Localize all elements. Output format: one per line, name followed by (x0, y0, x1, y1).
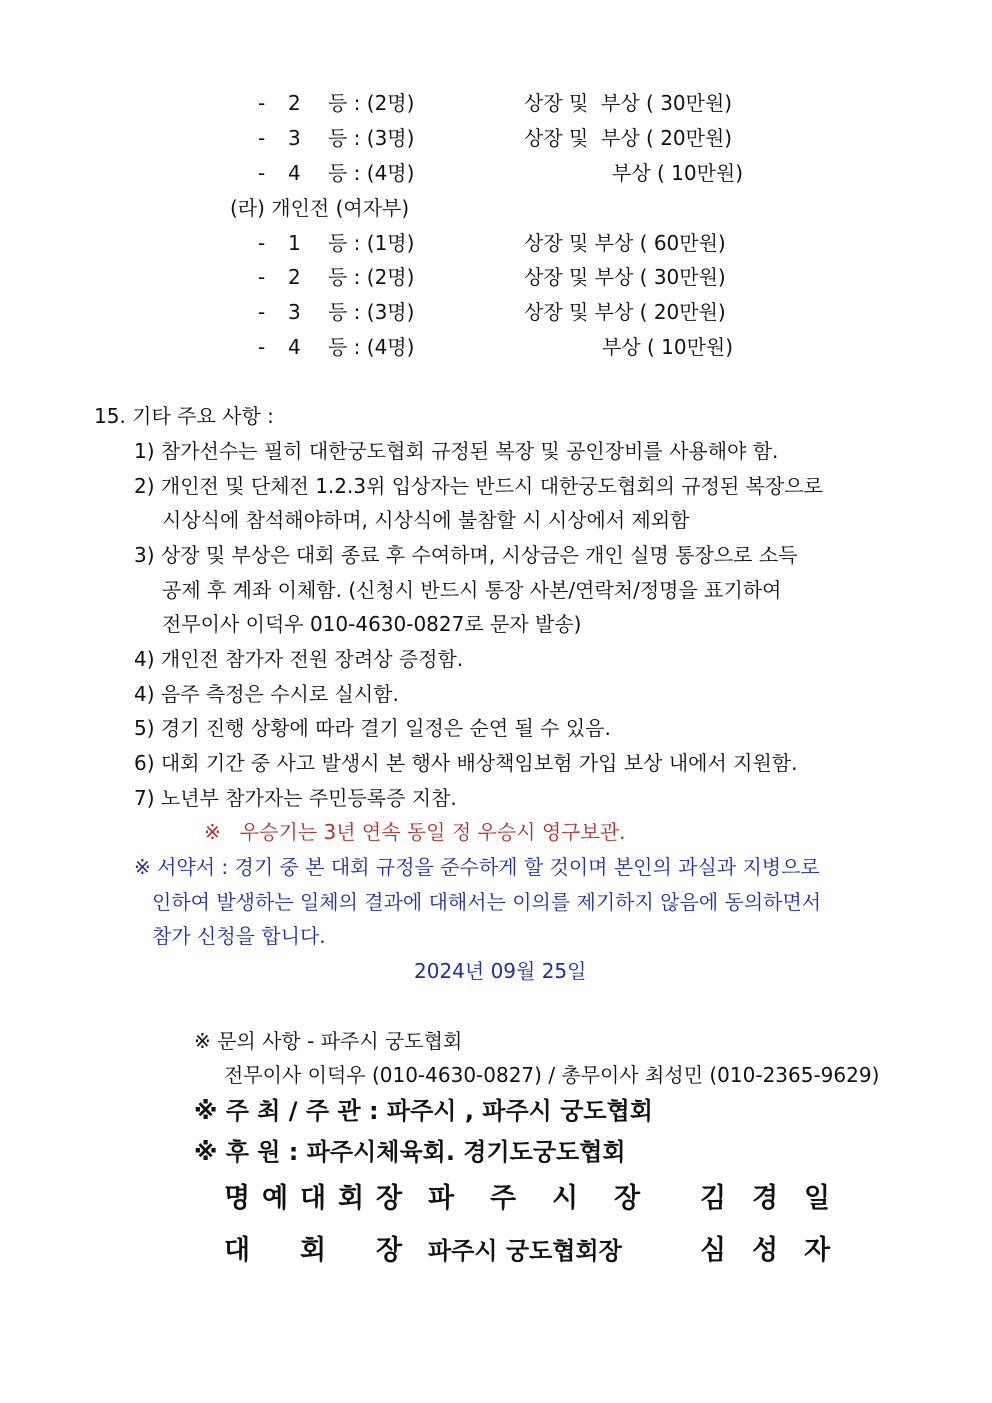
inquiry-contacts: 전무이사 이덕우 (010-4630-0827) / 총무이사 최성민 (010-2365-9629) (224, 1063, 880, 1087)
title-char: 회 (300, 1235, 327, 1266)
dash: - (258, 126, 266, 150)
name-char: 심 (700, 1235, 727, 1266)
rank-count: 등 : (2명) (328, 91, 415, 115)
list-item: 공제 후 계좌 이체함. (신청시 반드시 통장 사본/연락처/정명을 표기하여 (162, 578, 782, 602)
rank-count: 등 : (1명) (328, 231, 415, 255)
rank: 3 (288, 126, 301, 150)
award: 부상 ( 10만원) (612, 161, 744, 185)
dash: - (258, 161, 266, 185)
list-item: 1) 참가선수는 필히 대한궁도협회 규정된 복장 및 공인장비를 사용해야 함. (134, 439, 779, 463)
list-item: 4) 개인전 참가자 전원 장려상 증정함. (134, 647, 464, 671)
section-15-title: 15. 기타 주요 사항 : (94, 404, 274, 428)
title-char: 대 (300, 1183, 327, 1214)
host-line: ※ 주 최 / 주 관 : 파주시 , 파주시 궁도협회 (194, 1097, 653, 1125)
rank: 2 (288, 91, 301, 115)
list-item: 시상식에 참석해야하며, 시상식에 불참할 시 시상에서 제외함 (162, 508, 690, 532)
dash: - (258, 265, 266, 289)
rank: 4 (288, 161, 301, 185)
name-char: 일 (804, 1183, 831, 1214)
title-char: 명 (224, 1183, 251, 1214)
list-item: 6) 대회 기간 중 사고 발생시 본 행사 배상책임보험 가입 보상 내에서 지원함. (134, 751, 798, 775)
award: 부상 ( 10만원) (602, 335, 734, 359)
rank-count: 등 : (2명) (328, 265, 415, 289)
rank: 4 (288, 335, 301, 359)
org-char: 주 (490, 1183, 517, 1214)
inquiry-line: ※ 문의 사항 - 파주시 궁도협회 (194, 1029, 463, 1053)
rank: 2 (288, 265, 301, 289)
pledge-line: 인하여 발생하는 일체의 결과에 대해서는 이의를 제기하지 않음에 동의하면서 (152, 890, 822, 914)
org-char: 파 (428, 1183, 455, 1214)
award: 상장 및 부상 ( 20만원) (524, 300, 726, 324)
name-char: 김 (700, 1183, 727, 1214)
award: 상장 및 부상 ( 30만원) (524, 265, 726, 289)
list-item: 3) 상장 및 부상은 대회 종료 후 수여하며, 시상금은 개인 실명 통장으로 소득 (134, 543, 798, 567)
list-item: 5) 경기 진행 상황에 따라 결기 일정은 순연 될 수 있음. (134, 716, 611, 740)
org-char: 시 (552, 1183, 579, 1214)
rank-count: 등 : (4명) (328, 335, 415, 359)
name-char: 경 (752, 1183, 779, 1214)
pledge-line: ※ 서약서 : 경기 중 본 대회 규정을 준수하게 할 것이며 본인의 과실과 지병으로 (134, 855, 820, 879)
award: 상장 및 부상 ( 60만원) (524, 231, 726, 255)
list-item: 4) 음주 측정은 수시로 실시함. (134, 682, 399, 706)
rank-count: 등 : (4명) (328, 161, 415, 185)
org-char: 장 (614, 1183, 641, 1214)
title-char: 예 (262, 1183, 289, 1214)
pledge-line: 참가 신청을 합니다. (152, 924, 326, 948)
list-item: 7) 노년부 참가자는 주민등록증 지참. (134, 786, 457, 810)
list-item: 전무이사 이덕우 010-4630-0827로 문자 발송) (162, 612, 582, 636)
name-char: 성 (752, 1235, 779, 1266)
name-char: 자 (804, 1235, 831, 1266)
date: 2024년 09월 25일 (414, 959, 587, 983)
title-char: 장 (376, 1235, 403, 1266)
dash: - (258, 335, 266, 359)
dash: - (258, 231, 266, 255)
rank-count: 등 : (3명) (328, 126, 415, 150)
org-name: 파주시 궁도협회장 (428, 1237, 622, 1265)
award: 상장 및 부상 ( 20만원) (524, 126, 733, 150)
rank: 3 (288, 300, 301, 324)
sponsor-line: ※ 후 원 : 파주시체육회. 경기도궁도협회 (194, 1138, 626, 1166)
rank-count: 등 : (3명) (328, 300, 415, 324)
rank: 1 (288, 231, 301, 255)
title-char: 장 (376, 1183, 403, 1214)
award: 상장 및 부상 ( 30만원) (524, 91, 733, 115)
list-item: 2) 개인전 및 단체전 1.2.3위 입상자는 반드시 대한궁도협회의 규정된 복장으로 (134, 474, 823, 498)
title-char: 대 (224, 1235, 251, 1266)
title-char: 회 (338, 1183, 365, 1214)
women-heading: (라) 개인전 (여자부) (230, 196, 410, 220)
dash: - (258, 300, 266, 324)
trophy-note: ※ 우승기는 3년 연속 동일 정 우승시 영구보관. (204, 820, 626, 844)
dash: - (258, 91, 266, 115)
